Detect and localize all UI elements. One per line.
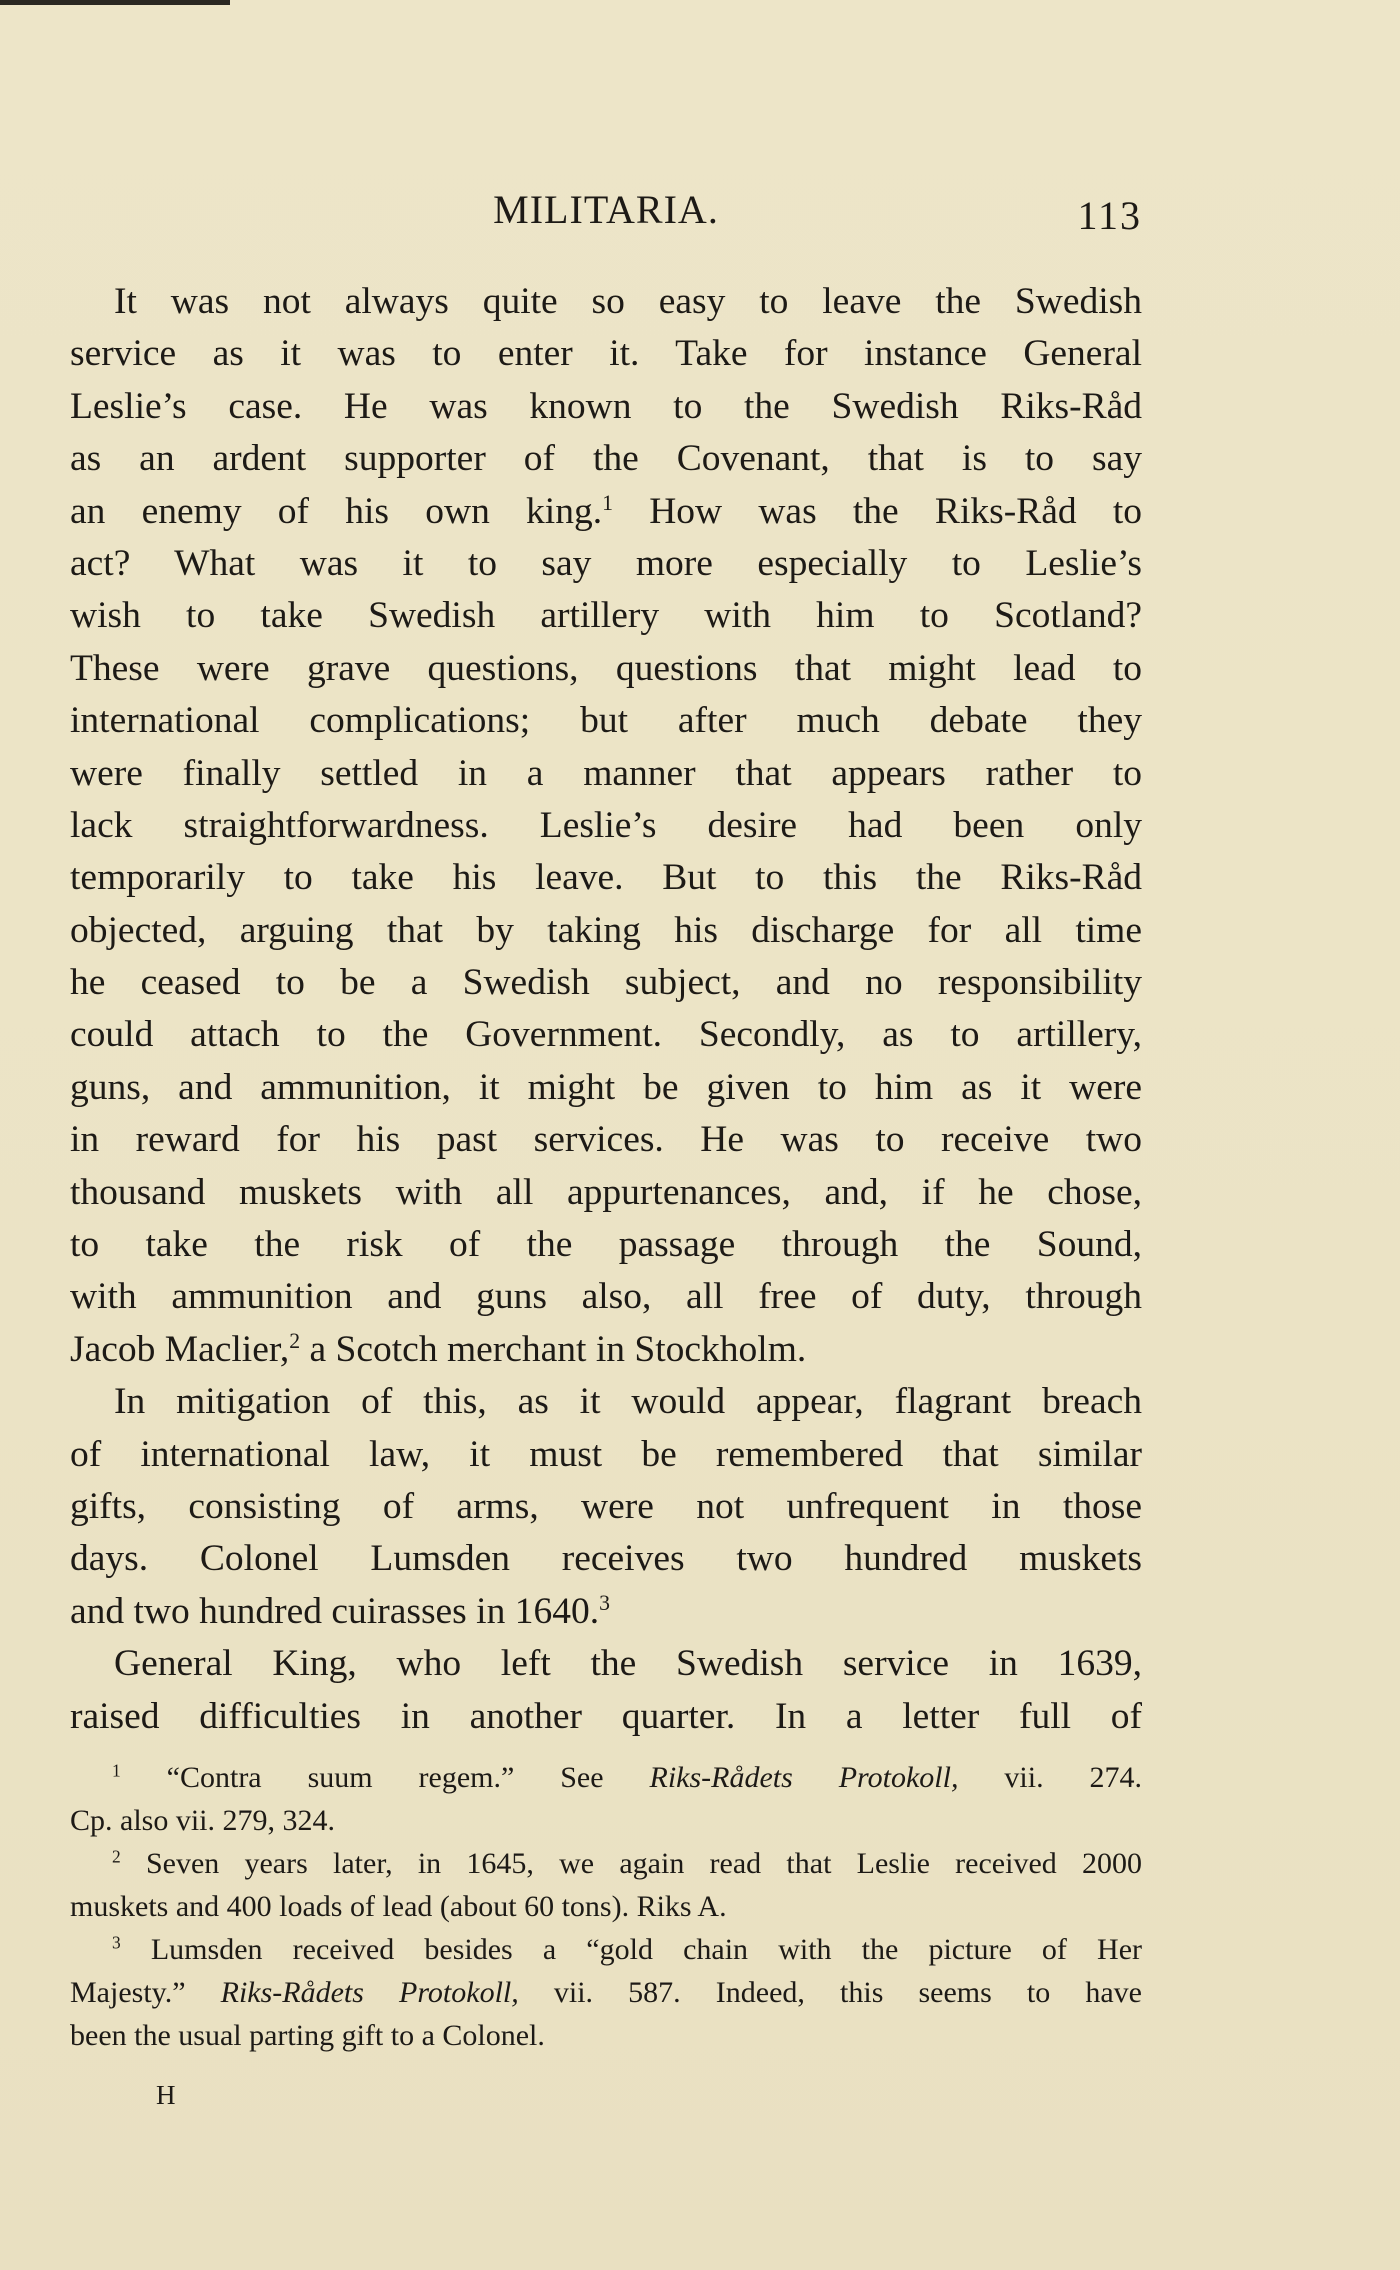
text-line: with ammunition and guns also, all free of duty, through (70, 1276, 1142, 1318)
footnote-marker: 3 (112, 1932, 121, 1953)
footnote-text: vii. 587. Indeed, this seems to have (518, 1976, 1142, 2009)
text-line: to take the risk of the passage through the Sound, (70, 1224, 1142, 1266)
running-title: MILITARIA. (493, 187, 719, 232)
text-line: temporarily to take his leave. But to this the Riks-Råd (70, 857, 1142, 899)
footnote-line: muskets and 400 loads of lead (about 60 tons). Riks A. (70, 1890, 727, 1923)
footnote-ref-1[interactable]: 1 (602, 490, 613, 515)
citation-title: Riks-Rådets Protokoll, (649, 1761, 959, 1794)
citation-title: Riks-Rådets Protokoll, (220, 1976, 519, 2009)
text-line: in reward for his past services. He was to receive two (70, 1119, 1142, 1161)
footnote-text: vii. 274. (958, 1761, 1143, 1794)
text-segment: How was the Riks-Råd to (612, 490, 1142, 532)
footnote-3 (70, 1928, 1142, 1971)
text-line: guns, and ammunition, it might be given to him as it were (70, 1066, 1142, 1108)
scan-edge (0, 0, 230, 5)
text-line: gifts, consisting of arms, were not unfrequent in those (70, 1485, 1142, 1527)
text-line: he ceased to be a Swedish subject, and no responsibility (70, 962, 1142, 1004)
text-line: Leslie’s case. He was known to the Swedish Riks-Råd (70, 385, 1142, 427)
footnote-2 (70, 1842, 1142, 1885)
page-header (70, 186, 1142, 246)
text-line: as an ardent supporter of the Covenant, that is to say (70, 438, 1142, 480)
text-line (70, 486, 1142, 538)
footnote-line: Cp. also vii. 279, 324. (70, 1804, 336, 1837)
text-line: lack straightforwardness. Leslie’s desire had been only (70, 804, 1142, 846)
footnote-ref-3[interactable]: 3 (599, 1590, 610, 1615)
text-segment: and two hundred cuirasses in 1640. (70, 1590, 600, 1632)
footnote-text: “Contra suum regem.” See (166, 1761, 650, 1794)
text-line: objected, arguing that by taking his discharge for all time (70, 909, 1142, 951)
footnote-1 (70, 1756, 1142, 1799)
text-line: It was not always quite so easy to leave the Swedish (114, 281, 1142, 322)
page-number: 113 (1077, 193, 1142, 238)
text-line (70, 1586, 1142, 1638)
text-line: These were grave questions, questions that might lead to (70, 647, 1142, 689)
text-line: days. Colonel Lumsden receives two hundred muskets (70, 1538, 1142, 1580)
footnote-line (70, 1971, 1142, 2014)
text-line (70, 1324, 1142, 1376)
text-line: were finally settled in a manner that appears rather to (70, 752, 1142, 794)
text-line: could attach to the Government. Secondly, as to artillery, (70, 1014, 1142, 1056)
footnote-text: Majesty.” (70, 1976, 221, 2009)
footnote-text: Seven years later, in 1645, we again read that Leslie received 2000 (145, 1847, 1142, 1880)
text-line: act? What was it to say more especially to Leslie’s (70, 542, 1142, 584)
footnote-marker: 2 (112, 1846, 121, 1867)
text-segment: an enemy of his own king. (70, 490, 603, 532)
footnote-ref-2[interactable]: 2 (289, 1328, 301, 1353)
text-line: wish to take Swedish artillery with him to Scotland? (70, 595, 1142, 637)
text-segment: a Scotch merchant in Stockholm. (300, 1328, 807, 1370)
text-segment: Jacob Maclier, (70, 1328, 290, 1370)
footnotes (70, 1756, 1142, 2057)
text-line: of international law, it must be remembered that similar (70, 1433, 1142, 1475)
text-line: General King, who left the Swedish service in 1639, (114, 1643, 1142, 1685)
footnote-text: Lumsden received besides a “gold chain with the picture of Her (150, 1933, 1143, 1966)
text-line: In mitigation of this, as it would appear, flagrant breach (114, 1381, 1142, 1423)
footnote-marker: 1 (112, 1760, 121, 1781)
footnote-line: been the usual parting gift to a Colonel. (70, 2019, 545, 2052)
signature-mark: H (156, 2080, 177, 2110)
text-line: international complications; but after much debate they (70, 700, 1142, 742)
body-text (70, 276, 1142, 1743)
text-line: thousand muskets with all appurtenances, and, if he chose, (70, 1171, 1142, 1213)
text-line: service as it was to enter it. Take for instance General (70, 333, 1142, 375)
text-line: raised difficulties in another quarter. In a letter full of (70, 1695, 1142, 1737)
